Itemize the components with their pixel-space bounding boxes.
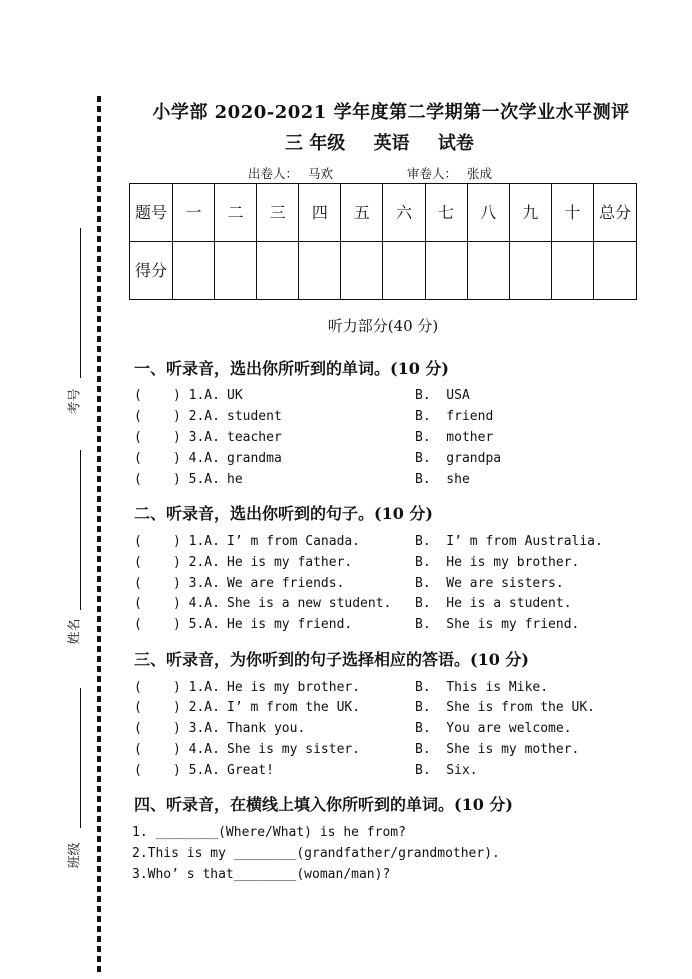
setter-name: 马欢 [308,166,334,181]
score-table-header-cell: 一 [173,184,215,242]
question-row: ( ) 1.A. I’ m from Canada. B. I’ m from Australia. [134,534,603,549]
score-cell[interactable] [383,242,425,300]
question-row: ( ) 3.A. Thank you. B. You are welcome. [134,721,572,736]
score-cell[interactable] [509,242,551,300]
question-row: ( ) 4.A. She is my sister. B. She is my mother. [134,742,580,757]
fill-blank-item: 2.This is my ________(grandfather/grandmother). [132,846,500,861]
exam-no-label: 考号 [67,388,83,415]
question-row: ( ) 1.A. UK B. USA [134,388,470,403]
score-cell[interactable] [299,242,341,300]
score-cell[interactable] [173,242,215,300]
question-row: ( ) 3.A. We are friends. B. We are sisters. [134,576,564,591]
score-table-header-cell: 九 [509,184,551,242]
question-row: ( ) 2.A. He is my father. B. He is my brother. [134,555,580,570]
exam-subtitle [285,129,496,155]
section-1-title: 一、听录音，选出你所听到的单词。(10 分) [134,359,449,378]
score-cell[interactable] [341,242,383,300]
name-label: 姓名 [67,618,83,645]
question-row: ( ) 5.A. he B. she [134,472,470,487]
score-table-header-cell: 二 [215,184,257,242]
score-table [129,183,637,300]
question-row: ( ) 1.A. He is my brother. B. This is Mike. [134,680,549,695]
score-table-header-cell: 五 [341,184,383,242]
section-2-title: 二、听录音，选出你听到的句子。(10 分) [134,504,433,523]
score-table-score-row [130,242,637,300]
score-table-header-row [130,184,637,242]
authors-line: 出卷人： 马欢 审卷人： 张成 [248,166,493,181]
score-cell[interactable] [594,242,637,300]
section-3-title: 三、听录音，为你听到的句子选择相应的答语。(10 分) [134,650,529,669]
paper: 试卷 [437,133,474,154]
fill-blank-item: 3.Who’ s that________(woman/man)? [132,867,391,882]
score-cell[interactable] [257,242,299,300]
score-table-header-cell: 四 [299,184,341,242]
grade: 三 年级 [285,133,346,154]
class-label: 班级 [67,842,83,869]
score-cell[interactable] [425,242,467,300]
score-cell[interactable] [551,242,593,300]
question-row: ( ) 2.A. I’ m from the UK. B. She is from the UK. [134,700,596,715]
name-line [80,450,81,610]
question-row: ( ) 4.A. grandma B. grandpa [134,451,502,466]
score-cell[interactable] [215,242,257,300]
question-row: ( ) 2.A. student B. friend [134,409,494,424]
section-4-title: 四、听录音，在横线上填入你所听到的单词。(10 分) [134,795,513,814]
exam-title: 小学部 2020-2021 学年度第二学期第一次学业水平测评 [152,102,630,123]
listening-part-header: 听力部分(40 分) [327,317,439,335]
score-row-label: 得分 [130,242,173,300]
question-row: ( ) 4.A. She is a new student. B. He is a student. [134,596,572,611]
question-row: ( ) 3.A. teacher B. mother [134,430,494,445]
score-table-header-cell: 七 [425,184,467,242]
binding-dotted-line [97,96,101,976]
score-table-header-cell: 十 [551,184,593,242]
score-table-header-cell: 三 [257,184,299,242]
score-table-header-cell: 八 [467,184,509,242]
exam-no-line [80,228,81,378]
score-cell[interactable] [467,242,509,300]
reviewer-name: 张成 [467,166,493,181]
fill-blank-item: 1. ________(Where/What) is he from? [132,825,406,840]
subject: 英语 [373,133,410,154]
score-table-header-cell: 六 [383,184,425,242]
question-row: ( ) 5.A. Great! B. Six. [134,763,478,778]
class-line [80,688,81,828]
score-table-header-cell: 总分 [594,184,637,242]
score-table-header-cell: 题号 [130,184,173,242]
question-row: ( ) 5.A. He is my friend. B. She is my friend. [134,617,580,632]
